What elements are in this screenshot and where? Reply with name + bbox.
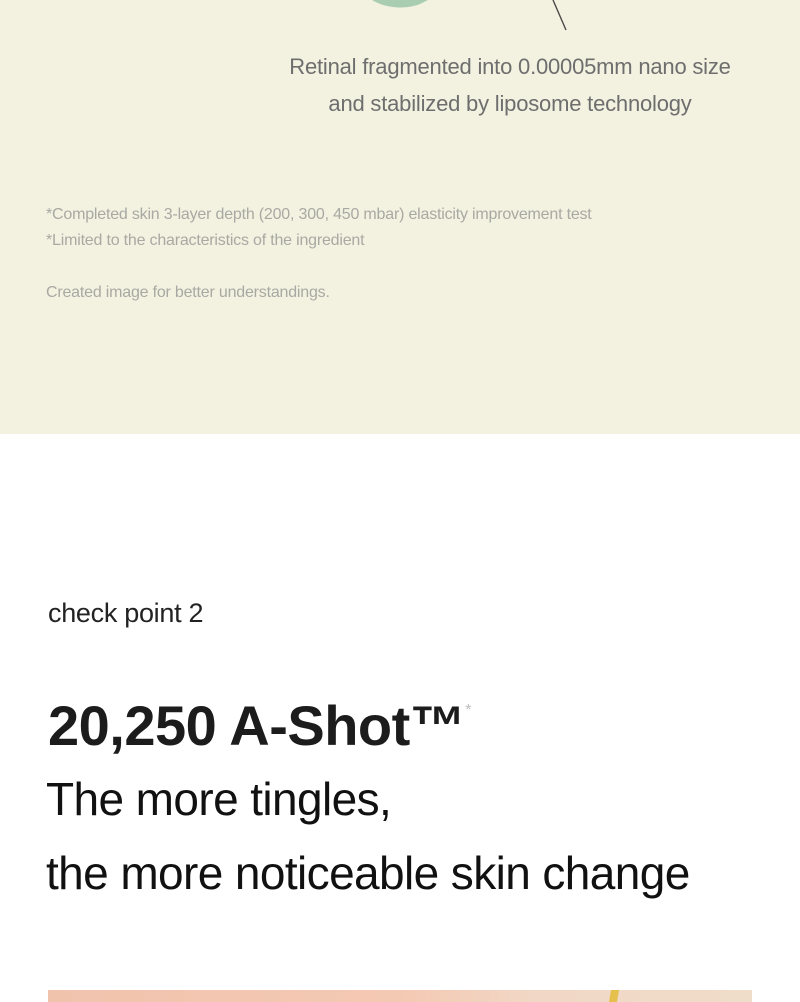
pointer-line [553,0,566,30]
headline-text: 20,250 A-Shot™ [48,694,466,757]
subheadline-line-2: the more noticeable skin change [46,847,690,899]
footnotes [46,202,592,306]
retinal-info-section [0,0,800,434]
a-shot-headline [48,676,471,761]
liposome-illustration [0,0,800,40]
footnote-ingredient: *Limited to the characteristics of the ingredient [46,232,365,249]
tingle-subheadline [46,762,690,910]
product-image-preview [48,990,752,1002]
subheadline-line-1: The more tingles, [46,773,392,825]
footnote-image: Created image for better understandings. [46,284,330,301]
liposome-shape [372,0,428,7]
check-point-label: check point 2 [48,598,204,628]
gold-accent [609,990,619,1002]
footnote-test: *Completed skin 3-layer depth (200, 300, 450 mbar) elasticity improvement test [46,206,592,223]
caption-line-2: and stabilized by liposome technology [328,91,692,116]
caption-line-1: Retinal fragmented into 0.00005mm nano size [289,54,731,79]
headline-asterisk: * [465,702,471,719]
retinal-caption [250,48,770,122]
